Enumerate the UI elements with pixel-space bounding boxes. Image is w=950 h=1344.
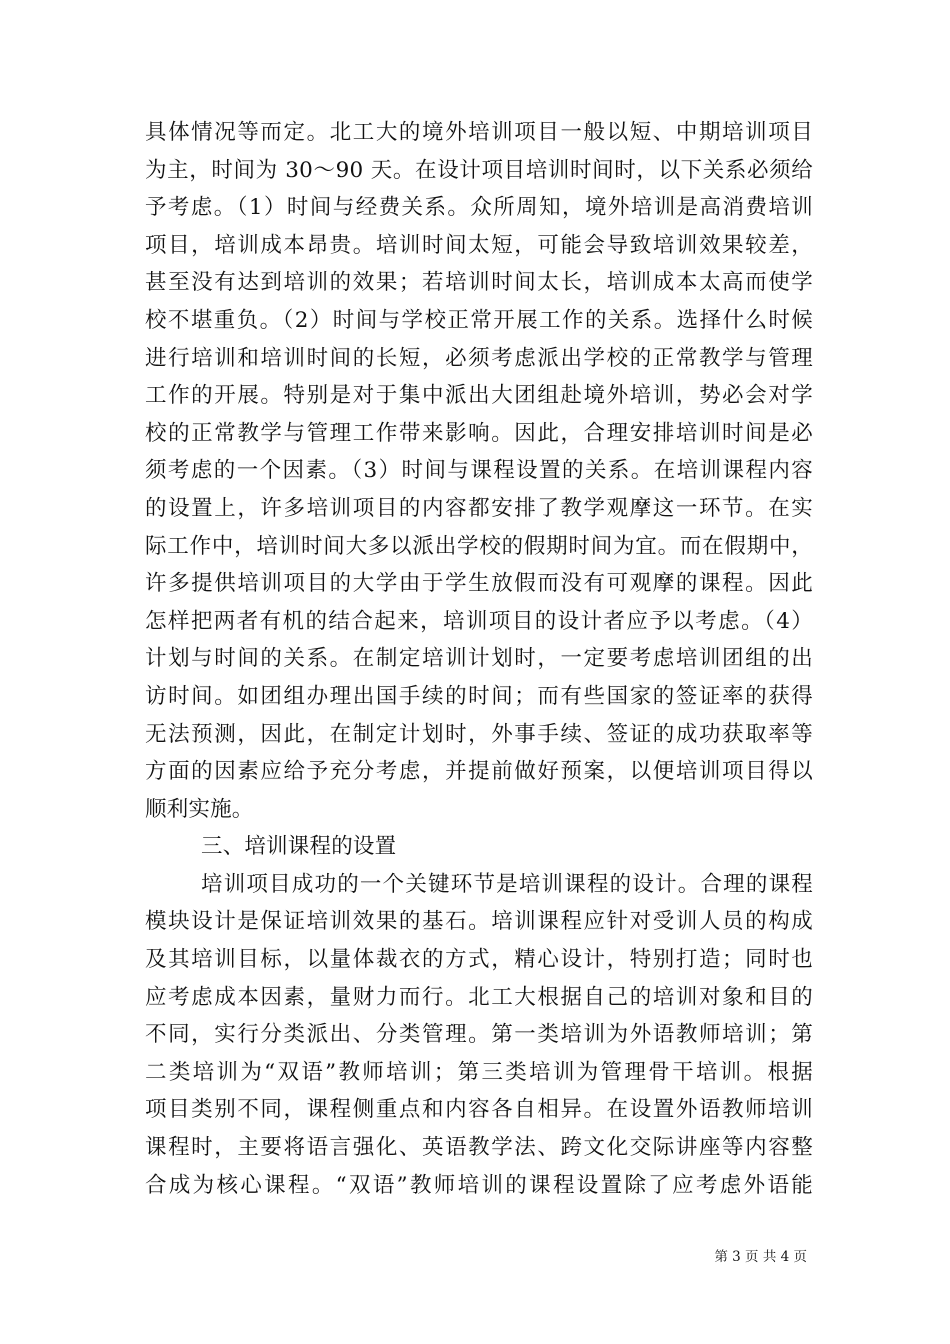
text-line: 校的正常教学与管理工作带来影响。因此，合理安排培训时间是必 <box>145 420 813 446</box>
text-line: 怎样把两者有机的结合起来，培训项目的设计者应予以考虑。（4） <box>145 608 813 634</box>
text-line: 项目类别不同，课程侧重点和内容各自相异。在设置外语教师培训 <box>145 1097 813 1123</box>
text-line: 际工作中，培训时间大多以派出学校的假期时间为宜。而在假期中， <box>145 533 813 559</box>
page-number: 第 3 页 共 4 页 <box>714 1249 807 1265</box>
document-body <box>145 114 813 1204</box>
text-line: 甚至没有达到培训的效果；若培训时间太长，培训成本太高而使学 <box>145 270 813 296</box>
text-line: 计划与时间的关系。在制定培训计划时，一定要考虑培训团组的出 <box>145 646 813 672</box>
text-line: 校不堪重负。（2）时间与学校正常开展工作的关系。选择什么时候 <box>145 307 813 333</box>
text-line: 方面的因素应给予充分考虑，并提前做好预案，以便培训项目得以 <box>145 759 813 785</box>
text-line: 进行培训和培训时间的长短，必须考虑派出学校的正常教学与管理 <box>145 345 813 371</box>
paragraph-course-design <box>145 866 813 1204</box>
text-line: 访时间。如团组办理出国手续的时间；而有些国家的签证率的获得 <box>145 683 813 709</box>
text-line: 无法预测，因此，在制定计划时，外事手续、签证的成功获取率等 <box>145 721 813 747</box>
text-line: 不同，实行分类派出、分类管理。第一类培训为外语教师培训；第 <box>145 1022 813 1048</box>
text-line: 予考虑。（1）时间与经费关系。众所周知，境外培训是高消费培训 <box>145 195 813 221</box>
text-line: 及其培训目标，以量体裁衣的方式，精心设计，特别打造；同时也 <box>145 947 813 973</box>
text-line: 具体情况等而定。北工大的境外培训项目一般以短、中期培训项目 <box>145 120 813 145</box>
text-line: 为主，时间为 30～90 天。在设计项目培训时间时，以下关系必须给 <box>145 157 813 183</box>
text-line: 项目，培训成本昂贵。培训时间太短，可能会导致培训效果较差， <box>145 232 813 258</box>
text-line: 应考虑成本因素，量财力而行。北工大根据自己的培训对象和目的 <box>145 984 813 1010</box>
text-line: 课程时，主要将语言强化、英语教学法、跨文化交际讲座等内容整 <box>145 1135 813 1161</box>
text-line: 许多提供培训项目的大学由于学生放假而没有可观摩的课程。因此 <box>145 571 813 597</box>
text-line: 顺利实施。 <box>145 796 254 822</box>
text-line: 模块设计是保证培训效果的基石。培训课程应针对受训人员的构成 <box>145 909 813 935</box>
text-line: 工作的开展。特别是对于集中派出大团组赴境外培训，势必会对学 <box>145 383 813 409</box>
text-line: 二类培训为“双语”教师培训；第三类培训为管理骨干培训。根据 <box>145 1059 813 1085</box>
text-line: 培训项目成功的一个关键环节是培训课程的设计。合理的课程 <box>201 871 813 897</box>
text-line: 合成为核心课程。“双语”教师培训的课程设置除了应考虑外语能 <box>145 1172 813 1198</box>
paragraph-time-relations <box>145 114 813 828</box>
text-line: 的设置上，许多培训项目的内容都安排了教学观摩这一环节。在实 <box>145 495 813 521</box>
text-line: 须考虑的一个因素。（3）时间与课程设置的关系。在培训课程内容 <box>145 458 813 484</box>
section-heading: 三、培训课程的设置 <box>201 834 397 860</box>
